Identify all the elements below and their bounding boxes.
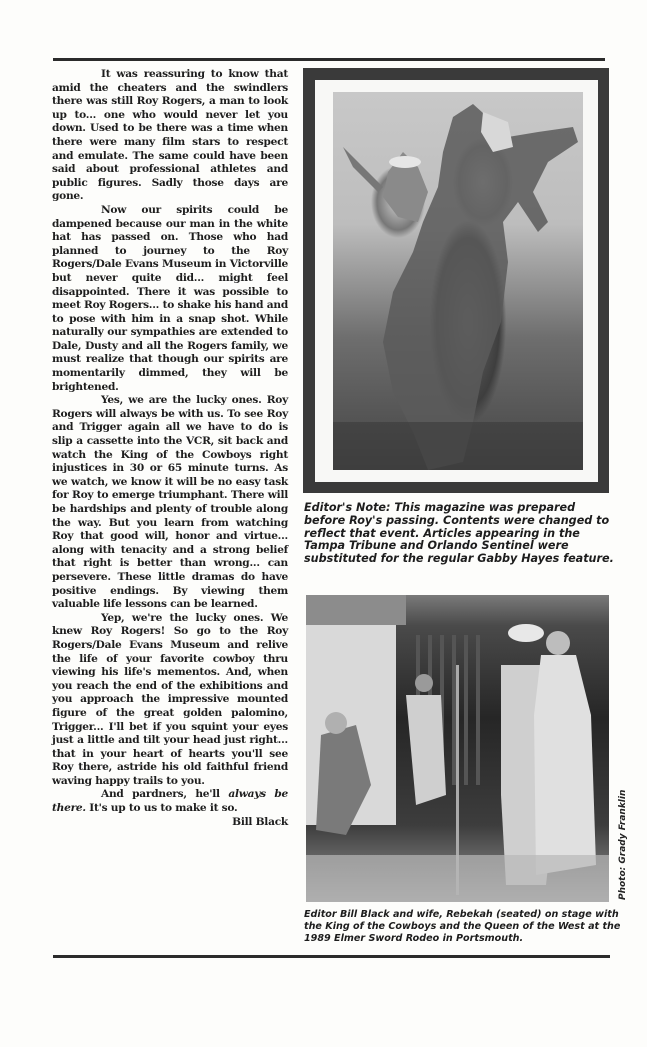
stage-scene-icon <box>306 595 609 902</box>
bottom-rule <box>53 955 610 958</box>
closing-emphasis: always be there. <box>52 788 288 815</box>
paragraph-3: Yes, we are the lucky ones. Roy Rogers will always be with us. To see Roy and Trigger again all we have to do is slip a cassette into the VCR, sit back and watch the King of the Cowboys right injustices in 30 or 65 minute turns. As we watch, we know it will be no easy task for Roy to emerge triumphant. There will be hardships and plenty of trouble along the way. But you learn from watching Roy that good will, honor and virtue... along with tenacity and a strong belief that right is better than wrong... can persevere. These little dramas do have positive endings. By viewing them valuable life lessons can be learned. <box>52 394 288 611</box>
closing-after: It's up to us to make it so. <box>85 802 238 815</box>
closing-paragraph <box>52 788 288 815</box>
photo-frame <box>303 68 609 493</box>
stage-photo <box>306 595 609 902</box>
photo-mat <box>315 80 598 482</box>
article-body <box>52 68 288 829</box>
roy-rogers-trigger-photo <box>333 92 583 470</box>
paragraph-4: Yep, we're the lucky ones. We knew Roy Rogers! So go to the Roy Rogers/Dale Evans Museum and relive the life of your favorite cowboy thru viewing his life's mementos. And, when you reach the end of the exhibitions and you approach the impressive mounted figure of the great golden palomino, Trigger... I'll bet if you squint your eyes just a little and tilt your head just right... that in your heart of hearts you'll see Roy there, astride his old faithful friend waving happy trails to you. <box>52 611 288 787</box>
paragraph-1: It was reassuring to know that amid the cheaters and the swindlers there was still Roy Rogers, a man to look up to... one who would never let you down. Used to be there was a time when there were many film stars to respect and emulate. The same could have been said about professional athletes and public figures. Sadly those days are gone. <box>52 68 288 203</box>
top-rule <box>53 58 605 61</box>
author-signature: Bill Black <box>232 815 288 828</box>
photo-credit: Photo: Grady Franklin <box>618 789 628 900</box>
photo-caption: Editor Bill Black and wife, Rebekah (seated) on stage with the King of the Cowboys and the Queen of the West at the 1989 Elmer Sword Rodeo in Portsmouth. <box>304 909 621 945</box>
paragraph-2: Now our spirits could be dampened because our man in the white hat has passed on. Those who had planned to journey to the Roy Rogers/Dale Evans Museum in Victorville but never quite did... might feel disappointed. There it was possible to meet Roy Rogers... to shake his hand and to pose with him in a snap shot. While naturally our sympathies are extended to Dale, Dusty and all the Rogers family, we must realize that though our spirits are momentarily dimmed, they will be brightened. <box>52 203 288 393</box>
editors-note: Editor's Note: This magazine was prepared before Roy's passing. Contents were changed to reflect that event. Articles appearing in the Tampa Tribune and Orlando Sentinel were substituted for the regular Gabby Hayes feature. <box>304 501 614 566</box>
horse-rider-silhouette-icon <box>333 92 583 470</box>
closing-before: And pardners, he'll <box>101 788 229 801</box>
